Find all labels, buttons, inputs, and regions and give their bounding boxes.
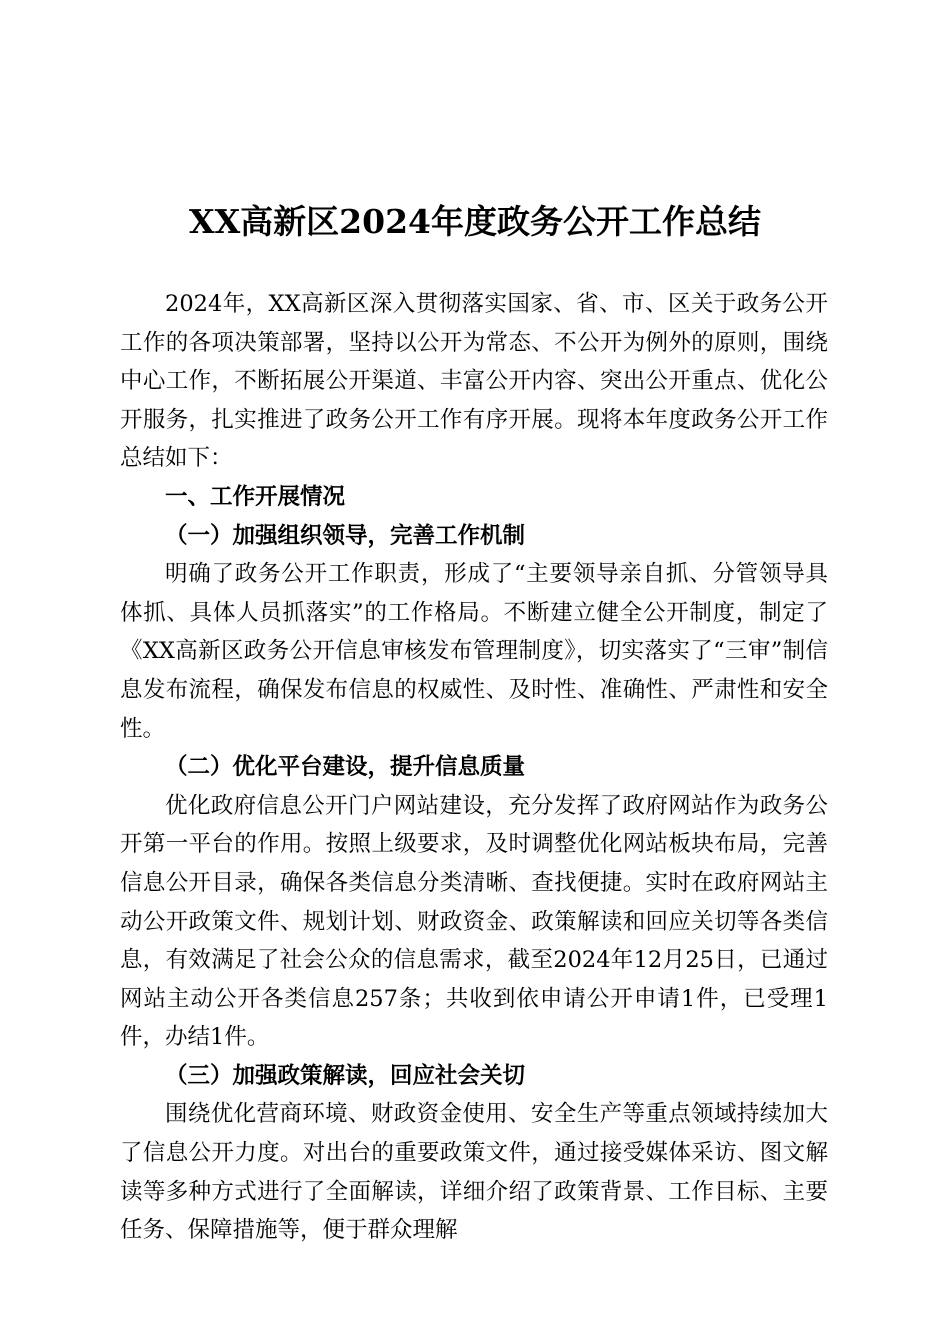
subsection-3-paragraph: 围绕优化营商环境、财政资金使用、安全生产等重点领域持续加大了信息公开力度。对出台的重要政策文件，通过接受媒体采访、图文解读等多种方式进行了全面解读，详细介绍了政策背景、工作目标、主要任务、保障措施等，便于群众理解	[120, 1101, 828, 1244]
subsection-2-paragraph: 优化政府信息公开门户网站建设，充分发挥了政府网站作为政务公开第一平台的作用。按照上级要求，及时调整优化网站板块布局，完善信息公开目录，确保各类信息分类清晰、查找便捷。实时在政府网站主动公开政策文件、规划计划、财政资金、政策解读和回应关切等各类信息，有效满足了社会公众的信息需求，截至2024年12月25日，已通过网站主动公开各类信息257条；共收到依申请公开申请1件，已受理1件，办结1件。	[120, 792, 828, 1051]
subsection-heading-2: （二）优化平台建设，提升信息质量	[165, 754, 526, 781]
subsection-heading-1: （一）加强组织领导，完善工作机制	[165, 522, 526, 549]
section-heading-1: 一、工作开展情况	[165, 483, 346, 510]
document-body	[120, 285, 828, 1250]
intro-paragraph: 2024年，XX高新区深入贯彻落实国家、省、市、区关于政务公开工作的各项决策部署，坚持以公开为常态、不公开为例外的原则，围绕中心工作，不断拓展公开渠道、丰富公开内容、突出公开重点、优化公开服务，扎实推进了政务公开工作有序开展。现将本年度政务公开工作总结如下：	[120, 291, 828, 472]
subsection-1-paragraph: 明确了政务公开工作职责，形成了“主要领导亲自抓、分管领导具体抓、具体人员抓落实”的工作格局。不断建立健全公开制度，制定了《XX高新区政务公开信息审核发布管理制度》，切实落实了“三审”制信息发布流程，确保发布信息的权威性、及时性、准确性、严肃性和安全性。	[120, 561, 828, 742]
document-title: XX高新区2024年度政务公开工作总结	[188, 202, 762, 241]
subsection-heading-3: （三）加强政策解读，回应社会关切	[165, 1062, 526, 1089]
